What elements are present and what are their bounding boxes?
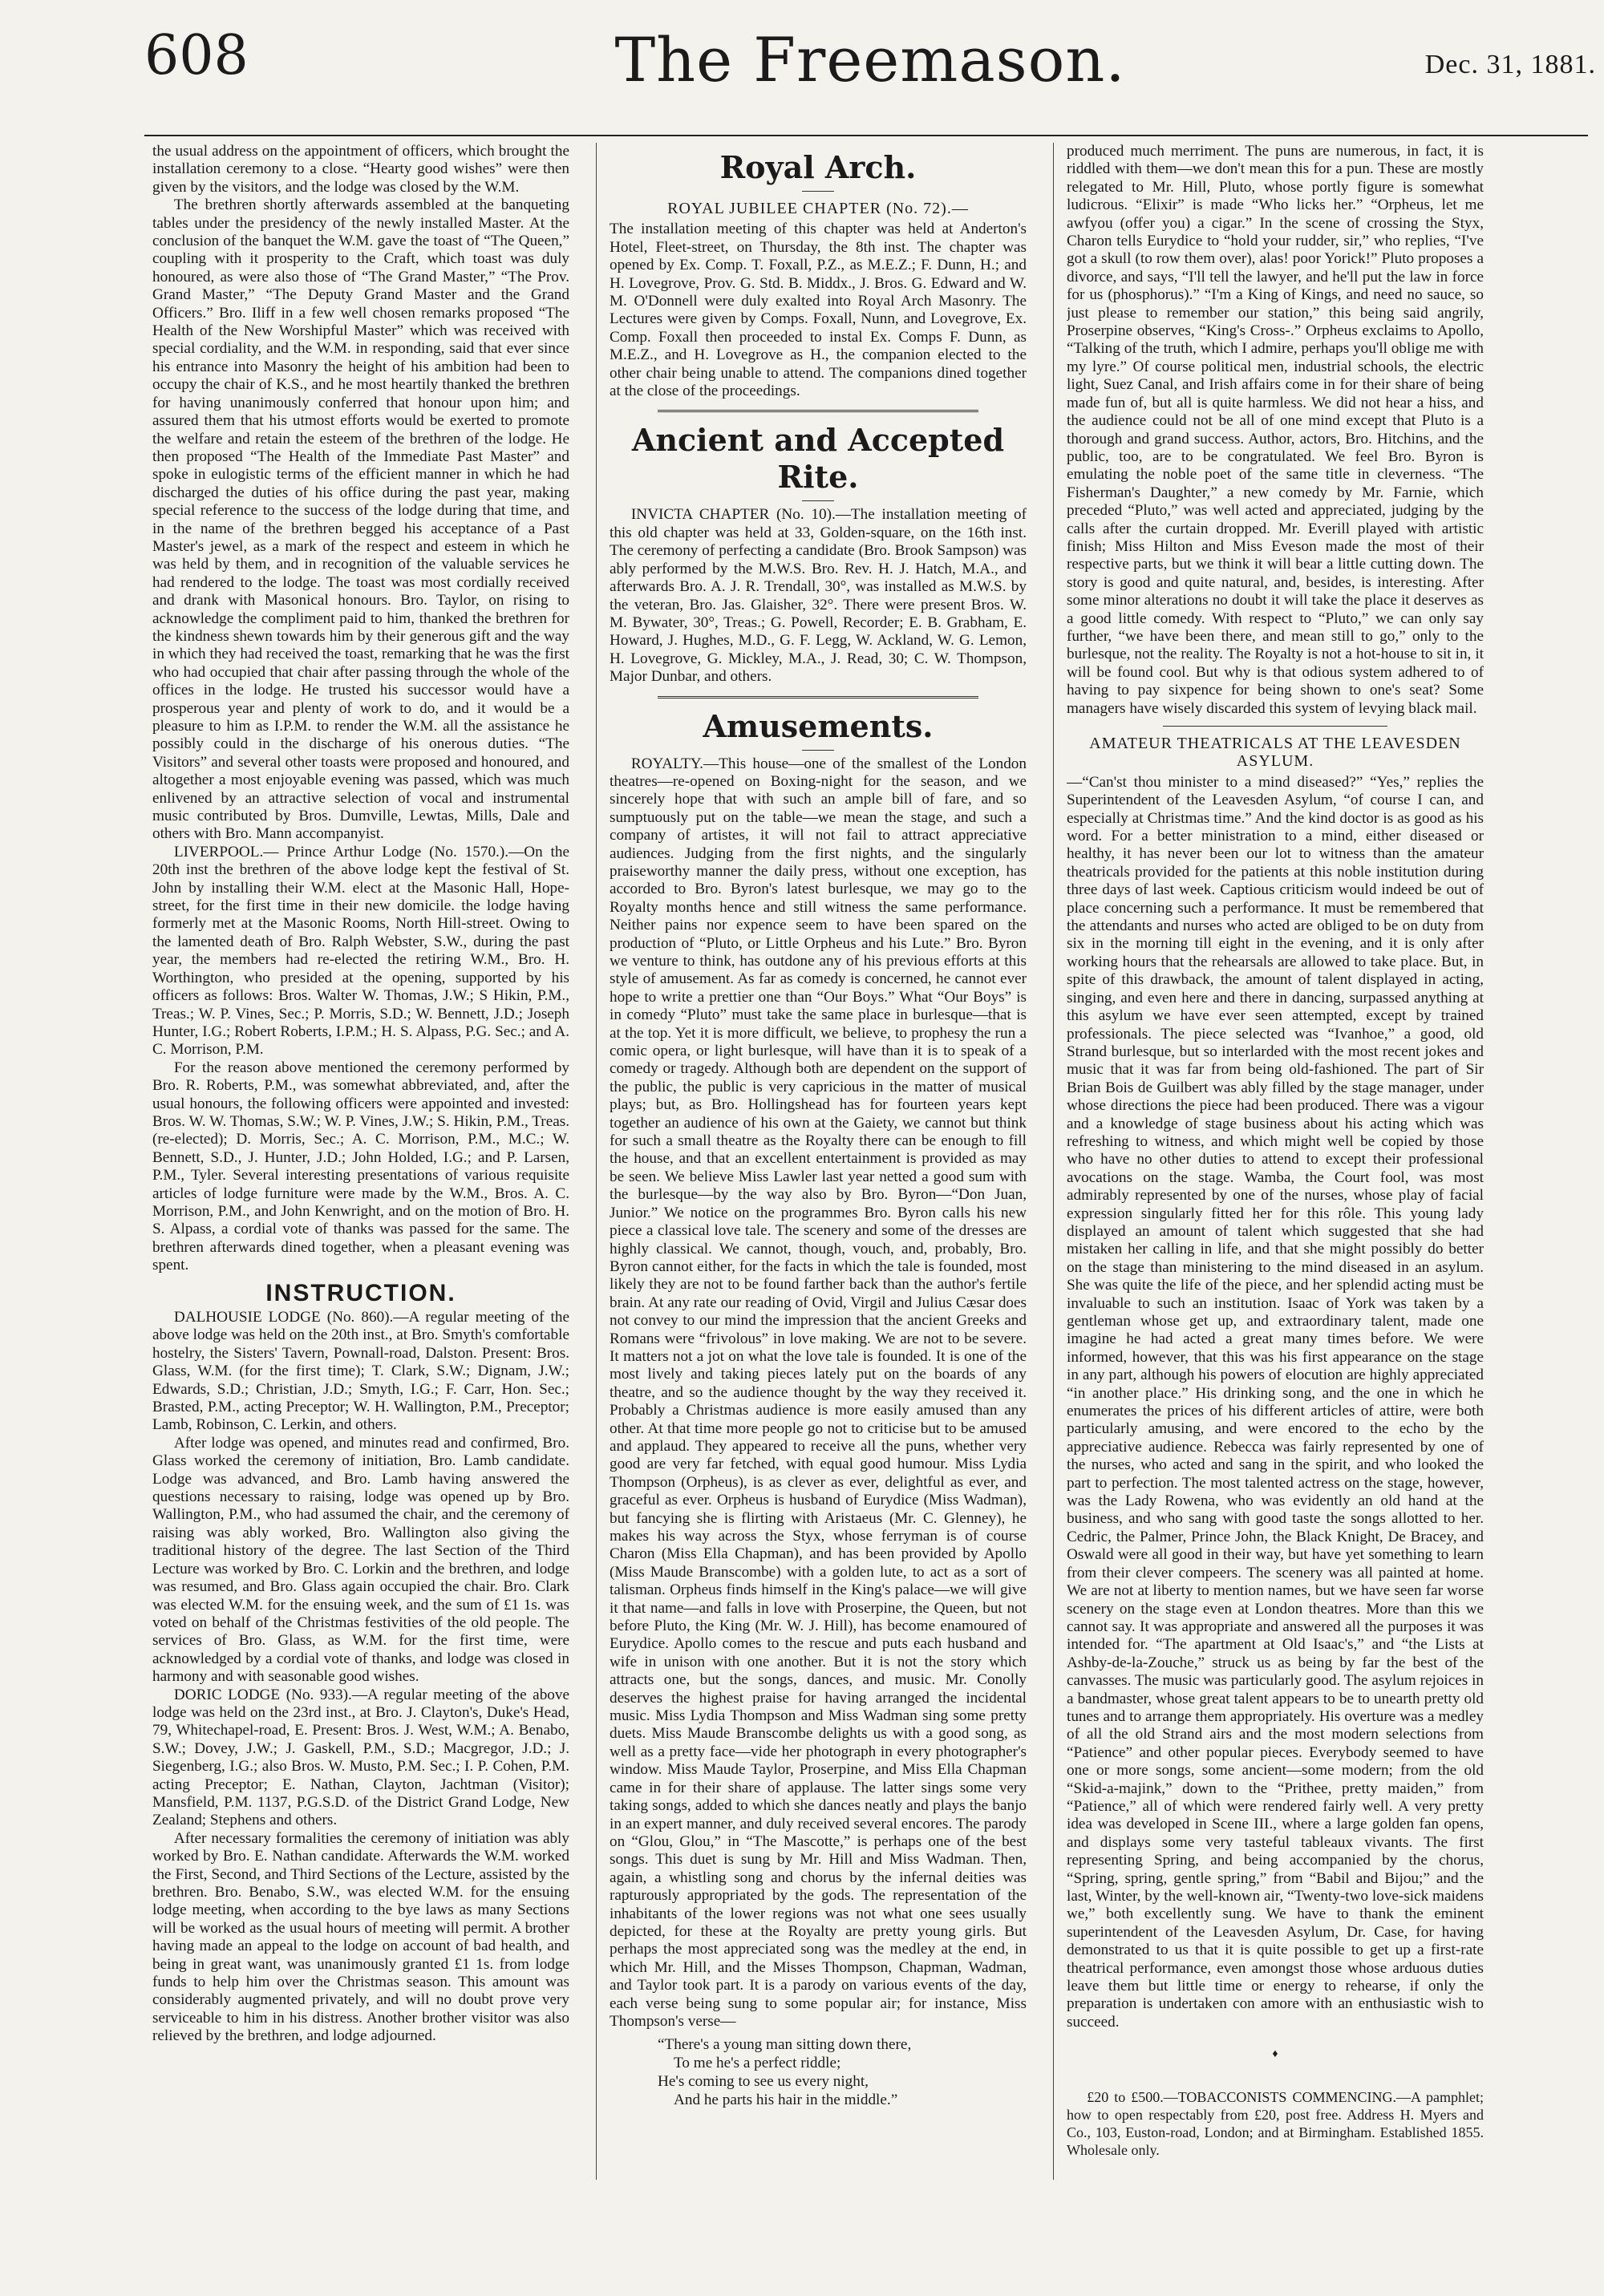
verse-quote [658,2035,1027,2109]
section-rule [1163,726,1387,727]
column-left [152,143,569,2180]
amateur-theatricals-subhead: AMATEUR THEATRICALS AT THE LEAVESDEN ASYLUM. [1089,735,1461,771]
column-divider [596,143,597,2180]
ancient-accepted-rite-heading: Ancient and Accepted Rite. [631,422,1005,496]
section-dash [802,500,834,501]
newspaper-title: The Freemason. [614,24,1126,95]
section-dash [802,191,834,192]
amateur-theatricals-report: —“Can'st thou minister to a mind diseased?” “Yes,” replies the Superintendent of the Leavesden Asylum, “of course I can, and especially at Christmas time.” And the kind doctor is as good as his word. For a better ministration to a mind, either diseased or healthy, it has never been our lot to witness than the amateur theatricals provided for the patients at this noble institution during three days of last week. Captious criticism would indeed be out of place concerning such a performance. It must be remembered that the attendants and nurses who acted are obliged to be on duty from six in the morning till eight in the evening, and it is only after working hours that the rehearsals are allowed to take place. But, in spite of this drawback, the amount of talent displayed in acting, singing, and even here and there in dancing, surpassed anything at this asylum we have ever seen attempted, except by trained professionals. The piece selected was “Ivanhoe,” a good, old Strand burlesque, but so interlarded with the most recent jokes and music that it was far from being old-fashioned. The part of Sir Brian Bois de Guilbert was ably filled by the stage manager, under whose directions the piece had been produced. There was a vigour and a knowledge of stage business about his acting which was refreshing to witness, and which might well be copied by those who have no other duties to attend to except their professional avocations on the stage. Wamba, the Court fool, was most admirably represented by one of the nurses, whose play of facial expression singularly fitted her for this rôle. This young lady displayed an amount of talent which suggested that she had mistaken her calling in life, and that she might possibly do better on the stage than ministering to the mind diseased in an asylum. She was quite the life of the piece, and her splendid acting must be invaluable to such an institution. Isaac of York was taken by a gentleman whose get up, and extraordinary talent, made one imagine he had acted a great many times before. We were informed, however, that this was his first appearance on the stage in any part, although his powers of elocution are highly appreciated “in another place.” His drinking song, and the one in which he enumerates the prices of his different articles of attire, were both particularly amusing, and were encored to the echo by the appreciative audience. Rebecca was fairly represented by one of the nurses, who acted and sang in the spirit, and who looked the part to perfection. The most talented actress on the stage, however, was the Lady Rowena, who was evidently an old hand at the business, and who sang with good taste the songs allotted to her. Cedric, the Palmer, Prince John, the Black Knight, De Bracey, and Oswald were all good in their way, but have yet something to learn from their clever compeers. The scenery was all painted at home. We are not at liberty to mention names, but we have seen far worse scenery on the stage even at London theatres. More than this we cannot say. It was appropriate and answered all the purposes it was intended for. “The apartment at Old Isaac's,” and “the Lists at Ashby-de-la-Zouche,” struck us as being by far the best of the canvasses. The music was particularly good. The asylum rejoices in a bandmaster, whose great talent appears to be to unearth pretty old tunes and to arrange them appropriately. His overture was a medley of all the old Strand airs and the most modern selections from “Patience” and other popular pieces. Everybody seemed to have one or more songs, some ancient—some modern; from the old “Skid-a-majink,” down to the “Prithee, pretty maiden,” from “Patience,” all of which were rendered fairly well. A very pretty idea was developed in Scene III., where a large golden fan opens, and displays some very tasteful tableaux vivants. The first representing Spring, and being accompanied by the chorus, “Spring, spring, gentle spring,” from “Babil and Bijou;” and the last, Winter, by the well-known air, “Twenty-two love-sick maidens we,” both excellently sung. We have to thank the eminent superintendent of the Leavesden Asylum, Dr. Case, for having demonstrated to us that it is quite possible to get up a first-rate theatrical performance, even amongst those whose arduous duties leave them but little time or energy to rehearse, if only the preparation is undertaken con amore with an enthusiastic wish to succeed. [1067,773,1484,2031]
column-right [1067,143,1484,2180]
lodge-report-continued: the usual address on the appointment of officers, which brought the installation ceremony to a close. “Hearty good wishes” were then given by the visitors, and the lodge was closed by the W.M. [152,143,569,196]
invicta-chapter-report: INVICTA CHAPTER (No. 10).—The installation meeting of this old chapter was held at 33, Golden-square, on the 16th inst. The ceremony of perfecting a candidate (Bro. Brook Sampson) was ably performed by the M.W.S. Bro. Rev. H. J. Hatch, M.A., and afterwards Bro. A. J. R. Trendall, 30°, was installed as M.W.S. by the veteran, Bro. Jas. Glaisher, 32°. There were present Bros. W. M. Bywater, 30°, Treas.; G. Powell, Recorder; E. B. Grabham, E. Howard, J. Hughes, M.D., G. F. Legg, W. Ackland, W. G. Lemon, H. Lovegrove, G. Mickley, M.A., J. Read, 30; C. W. Thompson, Major Dunbar, and others. [610,506,1027,686]
royal-arch-heading: Royal Arch. [719,149,917,185]
royal-jubilee-subhead: ROYAL JUBILEE CHAPTER (No. 72).— [667,200,969,217]
royalty-review-continued: produced much merriment. The puns are numerous, in fact, it is riddled with them—we don't mean this for a pun. These are mostly relegated to Mr. Hill, Pluto, whose portly figure is somewhat ludicrous. “Elixir” is made “Who licks her.” “Orpheus, let me awfyou (offer you) a cigar.” In the scene of crossing the Styx, Charon tells Eurydice to “hold your rudder, sir,” who replies, “I've got a skull (to row them over), alas! poor Yorick!” Pluto proposes a divorce, and says, “I'll tell the lawyer, and he'll put the law in force for us (phosphorus).” “I'm a King of Kings, and need no sauce, so just please to remember our station,” this being said angrily, Proserpine observes, “King's Cross-.” Orpheus exclaims to Apollo, “Talking of the truth, which I admire, perhaps you'll oblige me with my lyre.” Of course political men, industrial schools, the electric light, Suez Canal, and Irish affairs come in for their share of being made fun of, but all is quite harmless. We did not hear a hiss, and the audience could not be all of one mind except that Pluto is a thorough and grand success. Author, actors, Bro. Hitchins, and the public, too, are to be congratulated. We feel Bro. Byron is emulating the noble poet of the same title in cleverness. “The Fisherman's Daughter,” a new comedy by Mr. Farnie, which preceded “Pluto,” was well acted and appreciated, judging by the calls after the curtain dropped. Mr. Everill played with artistic finish; Miss Hilton and Miss Eveson made the most of their respective parts, but we think it will bear a little cutting down. The story is good and quite natural, and, besides, is interesting. After some minor alterations no doubt it will take the place it deserves as a good little comedy. With respect to “Pluto,” we can only say further, “we have been there, and mean still to go,” only to the burlesque, not the reality. The Royalty is not a hot-house to sit in, it will be found cool. But why is that odious system adhered to of having to pay sixpence for being shown to one's seat? Some managers have wisely discarded this system of levying black mail. [1067,143,1484,717]
liverpool-lodge-report: LIVERPOOL.— Prince Arthur Lodge (No. 1570.).—On the 20th inst the brethren of the above lodge kept the festival of St. John by installing their W.M. elect at the Masonic Hall, Hope-street, for the first time in their new domicile. the lodge having formerly met at the Masonic Rooms, North Hill-street. Owing to the lamented death of Bro. Ralph Webster, S.W., during the past year, the members had re-elected the retiring W.M., Bro. H. Worthington, who presided at the opening, supported by his officers as follows: Bros. Walter W. Thomas, J.W.; S Hikin, P.M., Treas.; W. P. Vines, Sec.; P. Morris, S.D.; W. Bennett, J.D.; Joseph Hunter, I.G.; Robert Roberts, I.P.M.; H. S. Alpass, P.G. Sec.; and A. C. Morrison, P.M. [152,843,569,1059]
masthead-rule [144,135,1588,136]
issue-date: Dec. 31, 1881. [1424,50,1596,79]
dalhousie-lodge-proceedings: After lodge was opened, and minutes read and confirmed, Bro. Glass worked the ceremony of initiation, Bro. Lamb candidate. Lodge was advanced, and Bro. Lamb having answered the questions necessary to raising, lodge was opened up by Bro. Wallington, P.M., who had assumed the chair, and the ceremony of raising was ably worked, Bro. Wallington also giving the traditional history of the degree. The last Section of the Third Lecture was worked by Bro. C. Lorkin and the brethren, and lodge was resumed, and Bro. Glass again occupied the chair. Bro. Clark was elected W.M. for the ensuing week, and the sum of £1 1s. was voted on behalf of the Christmas festivities of the old people. The services of Bro. Glass, as W.M. for the first time, were acknowledged by a cordial vote of thanks, and lodge was closed in harmony and with seasonable good wishes. [152,1434,569,1686]
amusements-heading: Amusements. [703,707,934,744]
section-dash [802,750,834,751]
masthead [144,18,1596,122]
instruction-heading: INSTRUCTION. [265,1279,456,1306]
tobacconists-advert: £20 to £500.—TOBACCONISTS COMMENCING.—A pamphlet; how to open respectably from £20, post free. Address H. Myers and Co., 103, Euston-road, London; and at Birmingham. Established 1855. Wholesale only. [1067,2088,1484,2158]
diamond-ornament-icon: ♦ [1272,2048,1278,2061]
section-rule [658,696,978,702]
verse-line: “There's a young man sitting down there, [658,2036,912,2054]
column-middle [610,143,1027,2180]
royal-jubilee-report: The installation meeting of this chapter was held at Anderton's Hotel, Fleet-street, on Thursday, the 8th inst. The chapter was opened by Ex. Comp. T. Foxall, P.Z., as M.E.Z.; F. Dunn, H.; and H. Lovegrove, Prov. G. Std. B. Middx., J. Bros. G. Edward and W. M. O'Donnell were duly exalted into Royal Arch Masonry. The Lectures were given by Comps. Foxall, Nunn, and Lovegrove, Ex. Comp. Foxall then proceeded to instal Ex. Comps F. Dunn, as M.E.Z., and H. Lovegrove as H., the companion elected to the other chair being unable to attend. The companions dined together at the close of the proceedings. [610,221,1027,400]
verse-line: And he parts his hair in the middle.” [674,2092,898,2109]
verse-line: To me he's a perfect riddle; [674,2055,841,2072]
section-rule [658,410,978,415]
doric-lodge-proceedings: After necessary formalities the ceremony of initiation was ably worked by Bro. E. Nathan candidate. Afterwards the W.M. worked the First, Second, and Third Sections of the Lecture, assisted by the brethren. Bro. Benabo, S.W., was elected W.M. for the ensuing lodge meeting, when according to the bye laws as many Sections will be worked as the usual hours of meeting will permit. A brother having made an appeal to the lodge on account of bad health, and being in great want, was unanimously granted £1 1s. from lodge funds to help him over the Christmas season. This amount was considerably augmented privately, and will no doubt prove very serviceable to him in his distress. Another brother visitor was also relieved by the brethren, and lodge adjourned. [152,1829,569,2045]
verse-line: He's coming to see us every night, [658,2073,869,2091]
column-divider [1053,143,1054,2180]
royalty-theatre-review: ROYALTY.—This house—one of the smallest of the London theatres—re-opened on Boxing-night for the season, and we sincerely hope that with such an ample bill of fare, and so sumptuously put on the table—we mean the stage, and such a company of artistes, it will not fail to attract appreciative audiences. Judging from the first nights, and the singularly praiseworthy manner the daily press, without one exception, has accorded to Bro. Byron's latest burlesque, we may go to the Royalty months hence and still witness the same performance. Neither pains nor expence seem to have been spared on the production of “Pluto, or Little Orpheus and his Lute.” Bro. Byron we venture to think, has outdone any of his previous efforts at this style of amusement. As far as comedy is concerned, he cannot ever hope to write a prettier one than “Our Boys.” What “Our Boys” is in comedy “Pluto” must take the same place in burlesque—that is at the top. Yet it is more difficult, we believe, to prophesy the run a comic opera, or light burlesque, will have than it is to speak of a comedy or tragedy. Although both are dependent on the support of the public, the public is very capricious in the matter of musical plays; but, as Bro. Hollingshead has for fourteen years kept together an audience of his own at the Gaiety, we cannot but think for such a small theatre as the Royalty there can be enough to fill the house, and that an excellent entertainment is provided as may be seen. We believe Miss Lawler last year netted a good sum with the burlesque—by the way also by Bro. Byron—“Don Juan, Junior.” We notice on the programmes Bro. Byron calls his new piece a classical love tale. The scenery and some of the dresses are highly classical. We cannot, though, vouch, and, probably, Bro. Byron cannot either, for the facts in which the tale is founded, most likely they are not to be found farther back than the author's fertile brain. At any rate our reading of Ovid, Virgil and Julius Cæsar does not convey to our mind the impression that the ancient Greeks and Romans were “frivolous” in love making. We are not to be severe. It matters not a jot on what the love tale is founded. It is one of the most lively and taking pieces lately put on the boards of any theatre, and so the audience thought by the way they received it. Probably a Christmas audience is more easily amused than any other. At that time more people go not to criticise but to be amused and applaud. They appeared to receive all the puns, whether very good are very far fetched, with equal good humour. Miss Lydia Thompson (Orpheus), is as clever as ever, delightful as ever, and graceful as ever. Orpheus is husband of Eurydice (Miss Wadman), but fancying she is flirting with Aristaeus (Mr. C. Glenney), he makes his way across the Styx, whose ferryman is of course Charon (Miss Ella Chapman), and has been provided by Apollo (Miss Maude Branscombe) with a golden lute, to act as a sort of talisman. Orpheus finds himself in the King's palace—we will give it that name—and falls in love with Proserpine, the Queen, but not before Pluto, the King (Mr. W. J. Hill), has become enamoured of Eurydice. Apollo comes to the rescue and puts each husband and wife in unison with one another. But it is not the story which attracts one, but the songs, dances, and music. Mr. Conolly deserves the highest praise for having arranged the incidental music. Miss Lydia Thompson and Miss Wadman sing some pretty duets. Miss Maude Branscombe delights us with a good song, as well as a pretty face—vide her photograph in every photographer's window. Miss Maude Taylor, Proserpine, and Miss Ella Chapman came in for their share of applause. The latter sings some very taking songs, added to which she dances neatly and plays the banjo in an expert manner, and duly received several encores. The parody on “Glou, Glou,” in “The Mascotte,” is perhaps one of the best songs. This duet is sung by Mr. Hill and Miss Wadman. Then, again, a whistling song and chorus by the infernal deities was rapturously appropriated by the gods. The representation of the inhabitants of the lower regions was not what one sees usually depicted, for these at the Royalty are pretty young girls. But perhaps the most appreciated song was the medley at the end, in which Mr. Hill, and the Misses Thompson, Chapman, Wadman, and Taylor took part. It is a parody on various events of the day, each verse being sung to some popular air; for instance, Miss Thompson's verse— [610,755,1027,2030]
banquet-report: The brethren shortly afterwards assembled at the banqueting tables under the presidency of the newly installed Master. At the conclusion of the banquet the W.M. gave the toast of “The Queen,” coupling with it prosperity to the Craft, which toast was duly honoured, as were also those of “The Grand Master,” “The Prov. Grand Master,” “The Deputy Grand Master and the Grand Officers.” Bro. Iliff in a few well chosen remarks proposed “The Health of the New Worshipful Master” which was received with special cordiality, and the W.M. in responding, said that ever since his entrance into Masonry the height of his ambition had been to occupy the chair of K.S., and he most heartily thanked the brethren for having unanimously conferred that honour upon him; and assured them that his utmost efforts would be exerted to promote the welfare and retain the esteem of the brethren of the lodge. He then proposed “The Health of the Immediate Past Master” and spoke in eulogistic terms of the efficient manner in which he had discharged the duties of his office during the past year, making special reference to the success of the lodge during that time, and in the name of the brethren begged his acceptance of a Past Master's jewel, as a mark of the respect and esteem in which he was held by them, and in recognition of the valuable services he had rendered to the lodge. The toast was most cordially received and drank with Masonical honours. Bro. Taylor, on rising to acknowledge the compliment paid to him, thanked the brethren for the kindness shewn towards him by their generous gift and the way in which they had received the toast, remarking that he was the first who had occupied that chair after passing through the whole of the offices in the lodge. He trusted his successor would have a prosperous year and plenty of work to do, and it would be a pleasure to him as I.P.M. to render the W.M. all the assistance he possibly could in the discharge of his onerous duties. “The Visitors” and several other toasts were proposed and honoured, and altogether a most enjoyable evening was passed, which was much enlivened by an attractive selection of vocal and instrumental music contributed by Bros. Dumville, Lewtas, Mills, Dale and others with Bro. Mann accompanyist. [152,196,569,843]
liverpool-lodge-ceremony: For the reason above mentioned the ceremony performed by Bro. R. Roberts, P.M., was somewhat abbreviated, and, after the usual honours, the following officers were appointed and invested: Bros. W. W. Thomas, S.W.; W. P. Vines, J.W.; S. Hikin, P.M., Treas. (re-elected); D. Morris, Sec.; A. C. Morrison, P.M., M.C.; W. Bennett, S.D., J. Hunter, J.D.; John Holded, I.G.; and P. Larsen, P.M., Tyler. Several interesting presentations of various requisite articles of lodge furniture were made by the W.M., Bros. A. C. Morrison, P.M., and John Kenwright, and on the motion of Bro. H. S. Alpass, a cordial vote of thanks was passed for the same. The brethren afterwards dined together, when a pleasant evening was spent. [152,1059,569,1274]
doric-lodge-report: DORIC LODGE (No. 933).—A regular meeting of the above lodge was held on the 23rd inst., at Bro. J. Clayton's, Duke's Head, 79, Whitechapel-road, E. Present: Bros. J. West, W.M.; A. Benabo, S.W.; Dovey, J.W.; J. Gaskell, P.M., S.D.; Macgregor, J.D.; J. Siegenberg, I.G.; also Bros. W. Musto, P.M. Sec.; I. P. Cohen, P.M. acting Preceptor; E. Nathan, Clayton, Jachtman (Visitor); Mansfield, P.M. 1137, P.G.S.D. of the District Grand Lodge, New Zealand; Stephens and others. [152,1686,569,1829]
dalhousie-lodge-report: DALHOUSIE LODGE (No. 860).—A regular meeting of the above lodge was held on the 20th inst., at Bro. Smyth's comfortable hostelry, the Sisters' Tavern, Pownall-road, Dalston. Present: Bros. Glass, W.M. (for the first time); T. Clark, S.W.; Dignam, J.W.; Edwards, S.D.; Christian, J.D.; Smyth, I.G.; F. Carr, Hon. Sec.; Brasted, P.M., acting Preceptor; W. H. Wallington, P.M., Preceptor; Lamb, Robinson, C. Lerkin, and others. [152,1309,569,1434]
page-number: 608 [144,24,249,87]
